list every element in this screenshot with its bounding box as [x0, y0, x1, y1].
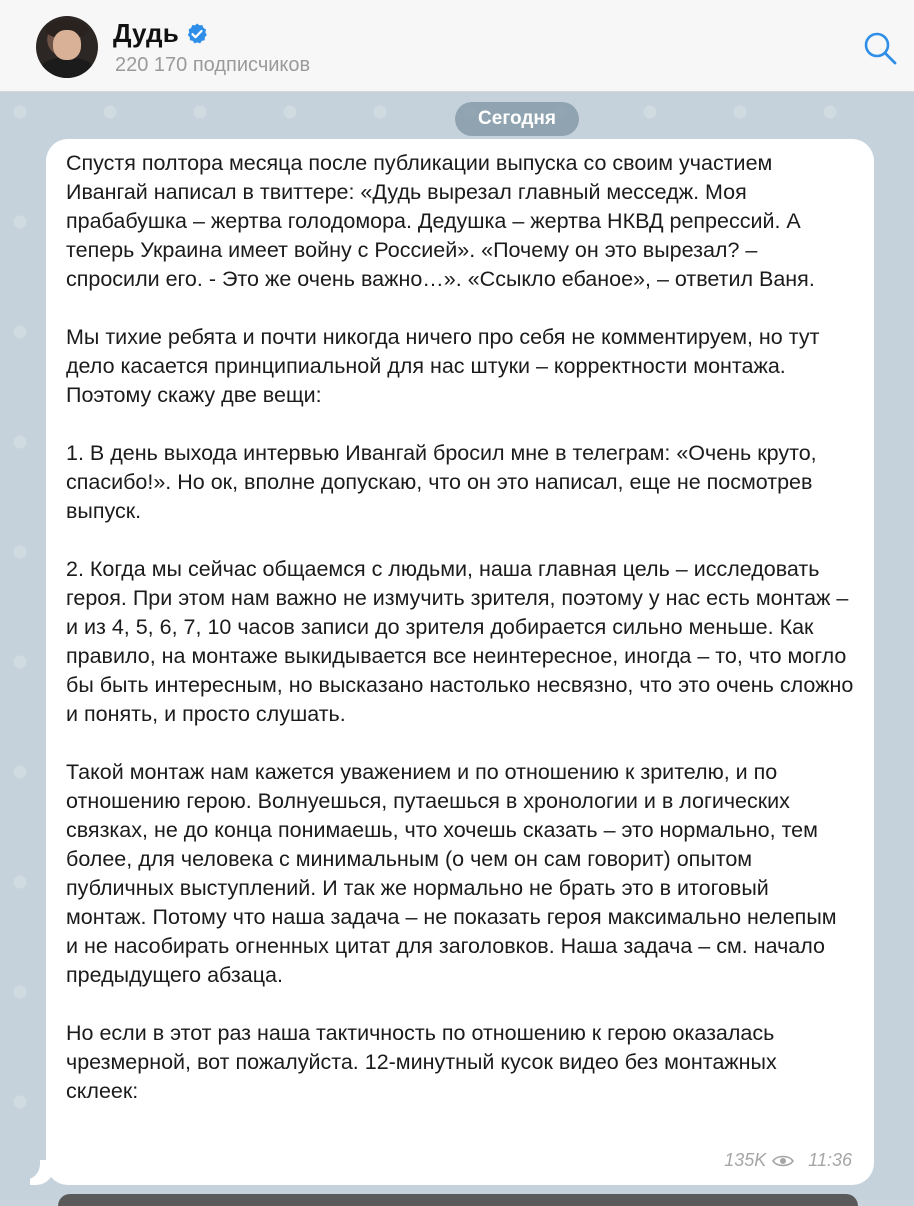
message-bubble[interactable]	[46, 139, 874, 1185]
message-paragraph: Спустя полтора месяца после публикации выпуска со своим участием Ивангай написал в твиттере: «Дудь вырезал главный месседж. Моя прабабушка – жертва голодомора. Дедушка – жертва НКВД репрессий. А теперь Украина имеет войну с Россией». «Почему он это вырезал? – спросили его. - Это же очень важно…». «Ссыкло ебаное», – ответил Ваня.	[66, 151, 815, 291]
search-icon[interactable]	[860, 28, 900, 68]
message-meta	[724, 1150, 852, 1171]
message-paragraph: 2. Когда мы сейчас общаемся с людьми, наша главная цель – исследовать героя. При этом нам важно не измучить зрителя, поэтому у нас есть монтаж – и из 4, 5, 6, 7, 10 часов записи до зрителя добирается сильно меньше. Как правило, на монтаже выкидывается все неинтересное, иногда – то, что могло бы быть интересным, но высказано настолько несвязно, что это очень сложно и понять, и просто слушать.	[66, 557, 854, 726]
channel-title-row[interactable]	[113, 18, 209, 49]
message-paragraph: Такой монтаж нам кажется уважением и по отношению к зрителю, и по отношению герою. Волнуешься, путаешься в хронологии и в логических связках, не до конца понимаешь, что хочешь сказать – это нормально, тем более, для человека с минимальным (о чем он сам говорит) опытом публичных выступлений. И так же нормально не брать это в итоговый монтаж. Потому что наша задача – не показать героя максимально нелепым и не насобирать огненных цитат для заголовков. Наша задача – см. начало предыдущего абзаца.	[66, 760, 837, 987]
eye-icon	[772, 1154, 794, 1168]
next-message-preview[interactable]	[58, 1194, 858, 1206]
message-time: 11:36	[808, 1150, 852, 1170]
date-separator: Сегодня	[455, 102, 579, 136]
channel-header	[0, 0, 914, 92]
view-count: 135K	[724, 1150, 767, 1170]
message-text	[66, 149, 854, 1106]
channel-avatar[interactable]	[36, 16, 98, 78]
message-paragraph: Но если в этот раз наша тактичность по отношению к герою оказалась чрезмерной, вот пожалуйста. 12-минутный кусок видео без монтажных склеек:	[66, 1021, 777, 1103]
verified-badge-icon	[185, 22, 209, 46]
channel-name: Дудь	[113, 18, 179, 48]
subscriber-count: 220 170 подписчиков	[115, 54, 311, 76]
message-paragraph: Мы тихие ребята и почти никогда ничего про себя не комментируем, но тут дело касается принципиальной для нас штуки – корректности монтажа. Поэтому скажу две вещи:	[66, 325, 820, 407]
message-paragraph: 1. В день выхода интервью Ивангай бросил мне в телеграм: «Очень круто, спасибо!». Но ок, вполне допускаю, что он это написал, еще не посмотрев выпуск.	[66, 441, 817, 523]
